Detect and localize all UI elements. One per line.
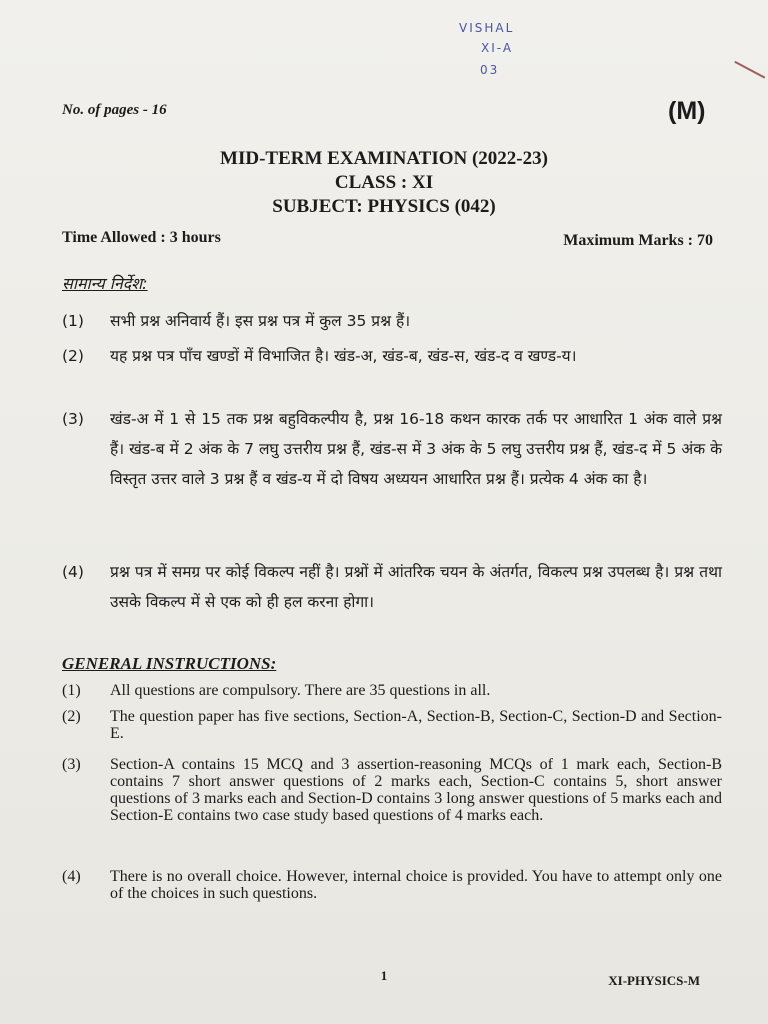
english-instruction-number: (2) — [62, 708, 81, 725]
hindi-instruction-1 — [62, 306, 722, 336]
exam-subject: SUBJECT: PHYSICS (042) — [272, 196, 496, 217]
english-instruction-number: (1) — [62, 682, 81, 699]
hindi-instruction-2 — [62, 341, 722, 371]
time-allowed: Time Allowed : 3 hours — [62, 229, 221, 246]
general-instructions-heading: GENERAL INSTRUCTIONS: — [62, 654, 277, 673]
hindi-instruction-text: यह प्रश्न पत्र पाँच खण्डों में विभाजित है। खंड-अ, खंड-ब, खंड-स, खंड-द व खण्ड-य। — [110, 347, 577, 365]
english-instruction-1 — [62, 682, 722, 699]
hindi-instruction-4 — [62, 557, 722, 617]
english-instruction-2 — [62, 708, 722, 742]
english-instruction-number: (3) — [62, 756, 81, 773]
exam-title: MID-TERM EXAMINATION (2022-23) — [220, 148, 548, 169]
handwritten-class: XI-A — [481, 41, 514, 55]
hindi-instruction-number: (4) — [62, 563, 84, 581]
page-number: 1 — [380, 968, 388, 983]
english-instruction-number: (4) — [62, 868, 81, 885]
hindi-instruction-number: (3) — [62, 410, 84, 428]
hindi-instructions-heading: सामान्य निर्देश: — [62, 274, 148, 293]
paper-code: XI-PHYSICS-M — [608, 973, 700, 988]
english-instruction-text: All questions are compulsory. There are 35 questions in all. — [110, 682, 491, 699]
english-instruction-text: Section-A contains 15 MCQ and 3 assertion-reasoning MCQs of 1 mark each, Section-B contains 7 short answer questions of 2 marks each, Section-C contains 5, short answer questions of 3 marks each and Section-D contains 3 long answer questions of 5 marks each and Section-E contains two case study based questions of 4 marks each. — [110, 756, 722, 824]
exam-class: CLASS : XI — [334, 172, 434, 193]
hindi-instruction-number: (2) — [62, 347, 84, 365]
handwritten-name: VISHAL — [459, 21, 515, 35]
hindi-instruction-number: (1) — [62, 312, 84, 330]
english-instruction-4 — [62, 868, 722, 902]
handwritten-roll: 03 — [480, 63, 500, 77]
english-instruction-3 — [62, 756, 722, 824]
hindi-instruction-text: खंड-अ में 1 से 15 तक प्रश्न बहुविकल्पीय है, प्रश्न 16-18 कथन कारक तर्क पर आधारित 1 अंक वाले प्रश्न हैं। खंड-ब में 2 अंक के 7 लघु उत्तरीय प्रश्न हैं, खंड-स में 3 अंक के 5 लघु उत्तरीय प्रश्न हैं, खंड-द में 5 अंक के विस्तृत उत्तर वाले 3 प्रश्न हैं व खंड-य में दो विषय अध्ययन आधारित प्रश्न हैं। प्रत्येक 4 अंक का है। — [110, 410, 723, 488]
hindi-instruction-3 — [62, 404, 722, 494]
hindi-instruction-text: प्रश्न पत्र में समग्र पर कोई विकल्प नहीं है। प्रश्नों में आंतरिक चयन के अंतर्गत, विकल्प प्रश्न उपलब्ध है। प्रश्न तथा उसके विकल्प में से एक को ही हल करना होगा। — [110, 563, 722, 611]
english-instruction-text: There is no overall choice. However, internal choice is provided. You have to attempt only one of the choices in such questions. — [110, 868, 722, 902]
hindi-instruction-text: सभी प्रश्न अनिवार्य हैं। इस प्रश्न पत्र में कुल 35 प्रश्न हैं। — [110, 312, 411, 330]
maximum-marks: Maximum Marks : 70 — [563, 232, 713, 249]
pen-mark — [729, 61, 766, 89]
english-instruction-text: The question paper has five sections, Section-A, Section-B, Section-C, Section-D and Section-E. — [110, 708, 722, 742]
paper-set: (M) — [668, 97, 706, 125]
page-count: No. of pages - 16 — [62, 102, 167, 118]
